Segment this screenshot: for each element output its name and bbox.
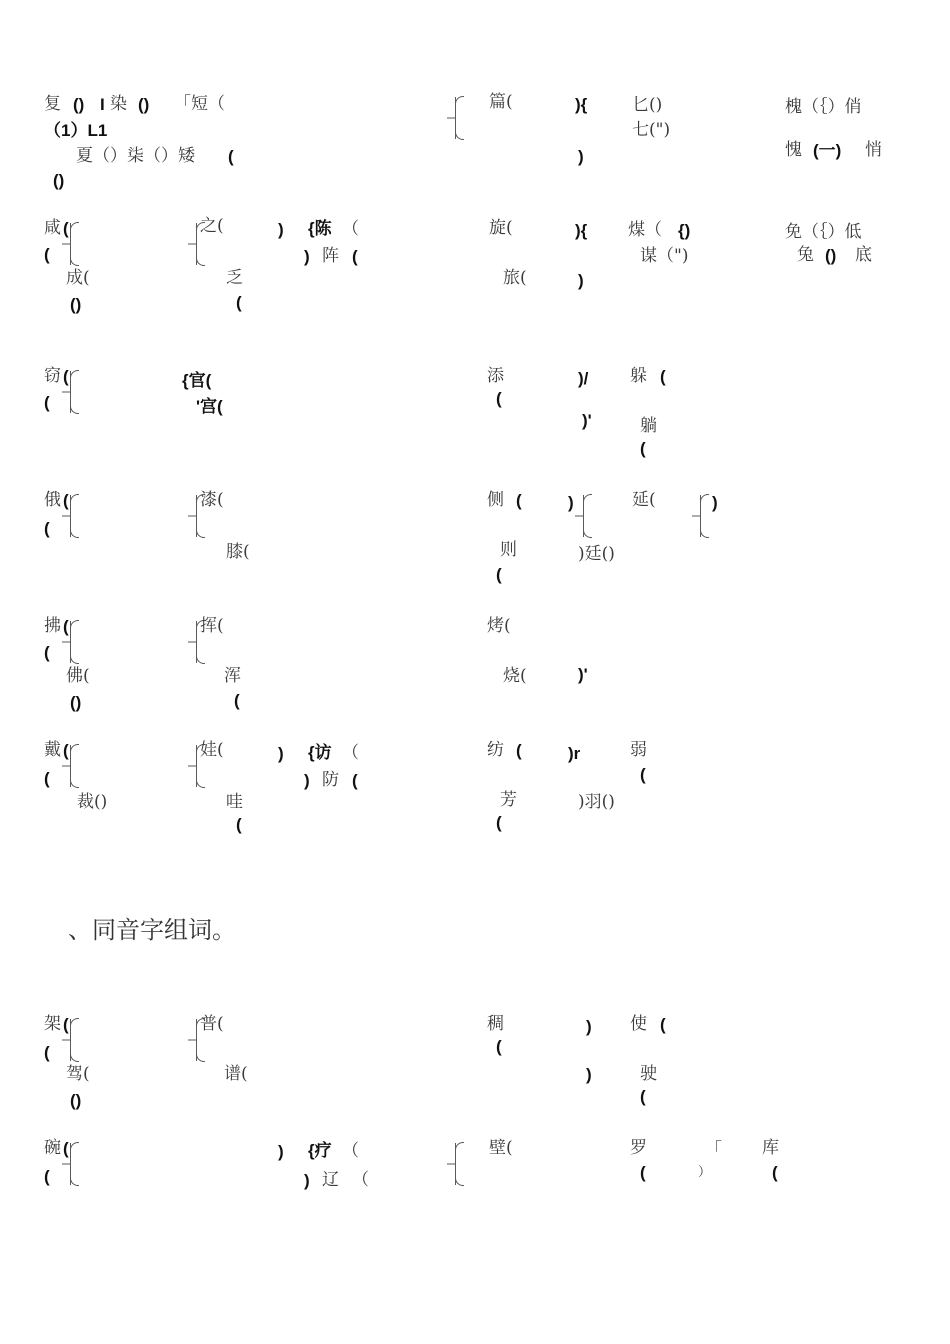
char-shi: 使 xyxy=(630,1014,647,1034)
paren: ) xyxy=(586,1065,592,1084)
paren: ( xyxy=(63,491,69,510)
char-chou: 稠 xyxy=(487,1014,504,1034)
paren: ) xyxy=(304,1171,310,1190)
char-ze: 则 xyxy=(500,540,517,560)
char-luo: 罗 xyxy=(630,1138,647,1158)
paren: ( xyxy=(44,1167,50,1186)
char-qie: 窃 xyxy=(44,366,61,386)
char-fang-visit: {访 xyxy=(308,743,332,762)
paren: ( xyxy=(640,439,646,458)
paren: ( xyxy=(63,1015,69,1034)
char-bi: 匕() xyxy=(632,95,663,115)
char-yu: )羽() xyxy=(578,792,615,812)
paren: ( xyxy=(516,491,522,510)
char-guan: {官( xyxy=(182,371,212,390)
paren: ( xyxy=(640,1087,646,1106)
paren: ） xyxy=(698,1165,712,1180)
paren: )/ xyxy=(578,369,589,388)
paren: ( xyxy=(44,643,50,662)
paren: ) xyxy=(586,1017,592,1036)
char-tu: 兔 xyxy=(797,245,814,265)
paren: ) xyxy=(278,220,284,239)
char-bi-wall: 壁( xyxy=(489,1138,513,1158)
paren: ) xyxy=(568,493,574,512)
paren: ) xyxy=(304,247,310,266)
char-hui: 挥( xyxy=(200,616,224,636)
paren: ( xyxy=(44,245,50,264)
paren: ( xyxy=(352,771,358,790)
paren: () xyxy=(70,1091,82,1110)
brace xyxy=(70,621,81,663)
paren: （ xyxy=(342,1141,359,1161)
paren: ( xyxy=(44,769,50,788)
char-dai: 戴 xyxy=(44,740,61,760)
paren: ( xyxy=(234,691,240,710)
char-hun: 浑 xyxy=(224,666,241,686)
char-fang-defend: 防 xyxy=(322,770,339,790)
paren: ( xyxy=(660,367,666,386)
paren: ( xyxy=(63,617,69,636)
char-fa: 乏 xyxy=(226,268,243,288)
paren: )' xyxy=(582,411,592,430)
char-zhi: 之( xyxy=(200,216,224,236)
paren: (一) xyxy=(813,141,842,160)
char-di: 底 xyxy=(855,245,872,265)
paren: （ xyxy=(352,1170,369,1190)
paren: ( xyxy=(516,741,522,760)
char-lv: 旅( xyxy=(503,268,527,288)
paren: {) xyxy=(678,221,691,240)
paren: ( xyxy=(63,367,69,386)
paren: ){ xyxy=(575,95,588,114)
chars-huai-qiao: 槐（｛）俏 xyxy=(785,97,862,117)
paren: ( xyxy=(496,813,502,832)
brace xyxy=(70,223,81,265)
paren: ) xyxy=(304,771,310,790)
brace xyxy=(70,745,81,787)
paren: ( xyxy=(496,389,502,408)
char-tian: 添 xyxy=(487,366,504,386)
brace xyxy=(70,1019,81,1061)
brace xyxy=(70,371,81,413)
paren: ){ xyxy=(575,221,588,240)
char-cai: 裁() xyxy=(77,792,108,812)
paren: ( xyxy=(44,1043,50,1062)
brace xyxy=(70,1143,81,1185)
paren: () xyxy=(53,171,65,190)
paren: ) xyxy=(278,744,284,763)
char-qiao: 悄 xyxy=(865,140,882,160)
paren: () xyxy=(70,693,82,712)
char-kui: 愧 xyxy=(785,140,802,160)
paren: ( xyxy=(63,1139,69,1158)
char-duan: 「短（ xyxy=(174,94,225,114)
char-ce: 侧 xyxy=(487,490,504,510)
paren: () xyxy=(825,246,837,265)
char-liao: {疗 xyxy=(308,1141,332,1160)
paren: ( xyxy=(772,1163,778,1182)
paren: ) xyxy=(278,1142,284,1161)
char-duo: 躲 xyxy=(630,366,647,386)
char-fu-brush: 拂 xyxy=(44,616,61,636)
paren: ) xyxy=(578,147,584,166)
paren: ( xyxy=(640,1163,646,1182)
chars-xia-qi-ai: 夏（）柒（）矮 xyxy=(76,146,195,166)
paren: ( xyxy=(44,519,50,538)
char-wan: 碗 xyxy=(44,1138,61,1158)
char-pian: 篇( xyxy=(489,92,513,112)
char-ran: 染 xyxy=(110,94,127,114)
paren: () xyxy=(70,295,82,314)
char-wa-sound: 哇 xyxy=(226,792,243,812)
paren: ( xyxy=(660,1015,666,1034)
section-heading: 、同音字组词。 xyxy=(68,916,236,944)
char-jia-frame: 架 xyxy=(44,1014,61,1034)
char-tang: 躺 xyxy=(640,416,657,436)
char-jia-drive: 驾( xyxy=(66,1064,90,1084)
char-mou: 谋（") xyxy=(640,246,689,266)
paren: )' xyxy=(578,665,588,684)
paren: ( xyxy=(352,247,358,266)
char-liao-far: 辽 xyxy=(322,1170,339,1190)
label-l1: （1）L1 xyxy=(44,121,108,140)
paren: () xyxy=(73,95,85,114)
brace xyxy=(70,495,81,537)
char-ruo: 弱 xyxy=(630,740,647,760)
paren: ) xyxy=(578,271,584,290)
char-wa: 娃( xyxy=(200,740,224,760)
paren: ( xyxy=(44,393,50,412)
char-qi: 七(") xyxy=(632,120,671,140)
bracket: 「 xyxy=(705,1140,722,1160)
char-xian: 咸 xyxy=(44,218,61,238)
char-kao: 烤( xyxy=(487,616,511,636)
char-fang-fragrant: 芳 xyxy=(500,790,517,810)
char-cheng: 成( xyxy=(66,268,90,288)
paren: ( xyxy=(63,741,69,760)
char-pu-score: 谱( xyxy=(224,1064,248,1084)
brace xyxy=(700,495,711,537)
mark: I xyxy=(100,95,105,114)
char-gong: '宫( xyxy=(196,397,223,416)
char-zhen: 阵 xyxy=(322,246,339,266)
paren: ( xyxy=(640,765,646,784)
char-fo: 佛( xyxy=(66,666,90,686)
paren: ( xyxy=(236,815,242,834)
paren: （ xyxy=(342,219,359,239)
brace xyxy=(455,1143,466,1185)
char-xuan: 旋( xyxy=(489,218,513,238)
char-pu: 普( xyxy=(200,1014,224,1034)
brace xyxy=(583,495,594,537)
paren: () xyxy=(138,95,150,114)
paren: )r xyxy=(568,744,581,763)
char-shao: 烧( xyxy=(503,666,527,686)
paren: ( xyxy=(496,1037,502,1056)
paren: ) xyxy=(712,493,718,512)
chars-mian-di: 免（｛）低 xyxy=(785,222,862,242)
brace xyxy=(455,97,466,139)
paren: ( xyxy=(236,293,242,312)
char-qi-lacquer: 漆( xyxy=(200,490,224,510)
char-shi-drive: 驶 xyxy=(640,1064,657,1084)
char-chen: {陈 xyxy=(308,219,332,238)
char-ku: 库 xyxy=(762,1138,779,1158)
char-ting: )廷() xyxy=(578,544,615,564)
char-mei: 煤（ xyxy=(628,220,662,240)
paren: （ xyxy=(342,743,359,763)
paren: ( xyxy=(496,565,502,584)
char-xi: 膝( xyxy=(226,542,250,562)
paren: ( xyxy=(228,147,234,166)
char-yan: 延( xyxy=(632,490,656,510)
char-e: 俄 xyxy=(44,490,61,510)
paren: ( xyxy=(63,219,69,238)
char-fu: 复 xyxy=(44,94,61,114)
char-fang-spin: 纺 xyxy=(487,740,504,760)
